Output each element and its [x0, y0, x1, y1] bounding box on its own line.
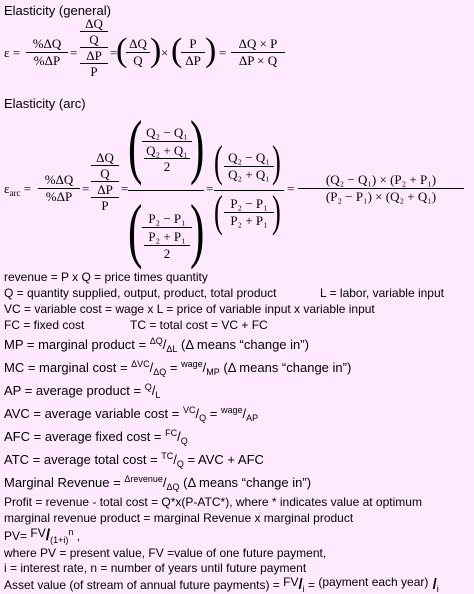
dq-text: ΔQ — [85, 16, 103, 31]
open-paren: ( — [171, 32, 183, 69]
profit-line: Profit = revenue - total cost = Q*x(P-ATC*), where * indicates value at optimum — [4, 495, 422, 509]
mp-num: ΔQ — [149, 336, 163, 346]
ap-num: Q — [144, 382, 152, 392]
mr-den: ΔQ — [166, 482, 180, 492]
open-paren: ( — [214, 187, 223, 236]
numerator-pctq: %ΔQ — [44, 172, 74, 187]
arc-subscript: arc — [9, 188, 21, 198]
afc-den: Q — [180, 436, 188, 446]
ap-line: AP = average product = $^Q/_L$ — [4, 382, 161, 400]
asset-den: i — [302, 584, 305, 594]
fraction-p-over-dp — [181, 36, 205, 69]
asset-den2: i — [436, 584, 439, 594]
avc-eq: = — [206, 406, 221, 421]
close-paren-large: ) — [190, 190, 205, 270]
mrp-line: marginal revenue product = marginal Revenue x marginal product — [4, 511, 354, 525]
p-sum: P₂ + P₁ — [142, 227, 192, 245]
afc-line: AFC = average fixed $\cos t = ^{FC}/_Q$ — [4, 428, 188, 446]
equals-2: = — [110, 45, 118, 60]
open-paren-large: ( — [128, 190, 143, 270]
numerator-dq: ΔQ — [129, 36, 147, 51]
q-text: Q — [91, 165, 119, 181]
fraction-dq-over-q — [126, 36, 150, 69]
q-diff: Q₂ − Q₁ — [146, 125, 188, 140]
mc-line: MC = marginal $\cos t = ^{\Delta VC}/_{\Delta Q} = ^{wage}/_{MP}$ (Δ means “change in”) — [4, 359, 352, 377]
q-arc-block — [142, 124, 192, 159]
p-arc-block-2 — [224, 196, 274, 229]
denominator-q: Q — [126, 52, 150, 69]
mc-den: ΔQ — [153, 367, 167, 377]
close-paren: ) — [272, 137, 281, 186]
avc-num2: wage — [220, 405, 243, 415]
pv-definition: where PV = present value, FV =value of one future payment, — [4, 546, 327, 560]
pv-text: PV= — [4, 529, 31, 543]
asset-num: FV — [283, 575, 299, 589]
rhs-denominator: (P₂ − P₁) × (Q₂ + Q₁) — [298, 188, 464, 205]
pv-comma: , — [73, 529, 81, 543]
mp-den: ΔL — [166, 344, 178, 354]
close-paren: ) — [272, 187, 281, 236]
atc-den: Q — [176, 459, 184, 469]
p-diff: P₂ − P₁ — [230, 196, 268, 211]
atc-num: TC — [161, 451, 174, 461]
fraction-rhs-general — [231, 36, 285, 69]
ap-text: AP = average product = — [4, 383, 145, 398]
p-fraction-bar — [144, 245, 190, 246]
avc-line: AVC = average variable $\cos t = ^{VC}/_Q = ^{wage}/_{AP}$ — [4, 405, 259, 423]
equals-arc-3: = — [206, 181, 214, 196]
p-arc-block — [142, 210, 192, 245]
q-sum: Q₂ + Q₁ — [224, 166, 274, 183]
equals-arc-1: = — [82, 181, 90, 196]
equals-3: = — [219, 45, 227, 60]
avc-text: AVC = average variable cost = — [4, 406, 183, 421]
close-paren-large: ) — [190, 106, 205, 186]
rhs-denominator: ΔP × Q — [231, 52, 285, 69]
equals-arc-2: = — [121, 181, 129, 196]
dq-text: ΔQ — [96, 150, 114, 165]
dp-text: ΔP — [91, 181, 119, 197]
p-text: P — [91, 197, 119, 213]
rhs-numerator: (Q₂ − Q₁) × (P₂ + P₁) — [325, 172, 437, 187]
epsilon-symbol: ε — [4, 181, 10, 196]
fraction-pctq-over-pctp — [26, 36, 68, 69]
q-diff: Q₂ − Q₁ — [228, 150, 270, 165]
open-paren-large: ( — [128, 106, 143, 186]
atc-text: ATC = average total cost = — [4, 452, 162, 467]
dp-text: ΔP — [80, 47, 108, 63]
two-q: 2 — [163, 159, 171, 174]
denominator-pctp: %ΔP — [26, 52, 68, 69]
equals-1: = — [70, 45, 78, 60]
q-sum: Q₂ + Q₁ — [142, 141, 192, 159]
mc-num: ΔVC — [131, 359, 150, 369]
vc-line: VC = variable cost = wage x L = price of variable input x variable input — [4, 302, 375, 316]
close-paren: ) — [205, 32, 217, 69]
q-fraction-bar — [144, 158, 190, 159]
mc-den2: MP — [206, 367, 220, 377]
tc-line: TC = total cost = VC + FC — [130, 318, 268, 332]
fc-line: FC = fixed cost — [4, 318, 85, 332]
asset-num2: (payment each year) — [318, 575, 429, 589]
fraction-rhs-arc — [298, 172, 464, 205]
denominator-dp: ΔP — [181, 52, 205, 69]
p-diff: P₂ − P₁ — [148, 211, 186, 226]
p-text: P — [80, 63, 108, 79]
i-definition: i = interest rate, n = number of years until future payment — [4, 561, 307, 575]
mr-num: Δrevenue — [124, 474, 163, 484]
pv-exp: n — [68, 527, 74, 537]
avc-num: VC — [182, 405, 196, 415]
rhs-numerator: ΔQ × P — [238, 36, 278, 51]
mr-note: (Δ means “change in”) — [179, 475, 312, 490]
afc-num: FC — [165, 428, 178, 438]
ap-den: L — [155, 390, 161, 400]
l-definition: L = labor, variable input — [320, 286, 444, 300]
compound-fraction-general — [80, 16, 108, 79]
revenue-line: revenue = P x Q = price times quantity — [4, 270, 208, 284]
mp-line: MP = marginal product = $^{\Delta Q}/_{\Delta L}$ (Δ means “change in”) — [4, 336, 309, 354]
mc-note: (Δ means “change in”) — [219, 360, 352, 375]
equals-arc-4: = — [287, 181, 295, 196]
open-paren: ( — [214, 137, 223, 186]
compound-fraction-arc — [91, 150, 119, 213]
numerator-pctq: %ΔQ — [32, 36, 62, 51]
denominator-pctp: %ΔP — [38, 188, 80, 205]
close-paren: ) — [150, 32, 162, 69]
mc-text: MC = marginal cost = — [4, 360, 132, 375]
times-sign: × — [161, 45, 169, 60]
p-sum: P₂ + P₁ — [224, 212, 274, 229]
pv-num: FV — [30, 526, 46, 540]
pv-den: (1+i) — [50, 535, 69, 545]
afc-text: AFC = average fixed cost = — [4, 429, 166, 444]
atc-rest: = AVC + AFC — [183, 452, 264, 467]
mr-text: Marginal Revenue = — [4, 475, 125, 490]
q-definition: Q = quantity supplied, output, product, total product — [4, 286, 277, 300]
epsilon-arc-label: $\varepsilon_{arc}$ = — [4, 181, 32, 198]
mr-line: Marginal Revenue = $^{\Delta revenue}/_{\Delta Q}$ (Δ means “change in”) — [4, 474, 312, 492]
avc-den: Q — [199, 413, 207, 423]
two-p: 2 — [163, 246, 171, 261]
mc-num2: wage — [181, 359, 203, 369]
q-text: Q — [80, 31, 108, 47]
mp-note: (Δ means “change in”) — [177, 337, 309, 352]
open-paren: ( — [116, 32, 128, 69]
q-arc-block-2 — [224, 150, 274, 183]
heading-elasticity-general: Elasticity (general) — [4, 3, 111, 18]
asset-text: Asset value (of stream of annual future payments) = — [4, 578, 284, 592]
asset-eq: = — [304, 578, 319, 592]
mp-text: MP = marginal product = — [4, 337, 150, 352]
pv-line: $PV= FV/_{(1+i)}^n$ , — [4, 526, 81, 545]
heading-elasticity-arc: Elasticity (arc) — [4, 96, 86, 111]
avc-den2: AP — [246, 413, 259, 423]
asset-line: Asset value (of stream of annual future payments) = $FV/_i$ = (payment each year) $/_i$ — [4, 575, 439, 594]
epsilon-label: ε = — [4, 45, 21, 60]
fraction-pctq-over-pctp-arc — [38, 172, 80, 205]
mc-eq: = — [166, 360, 182, 375]
atc-line: ATC = average total $\cos t = ^{TC}/_Q$ = AVC + AFC — [4, 451, 264, 469]
numerator-p: P — [189, 36, 197, 51]
